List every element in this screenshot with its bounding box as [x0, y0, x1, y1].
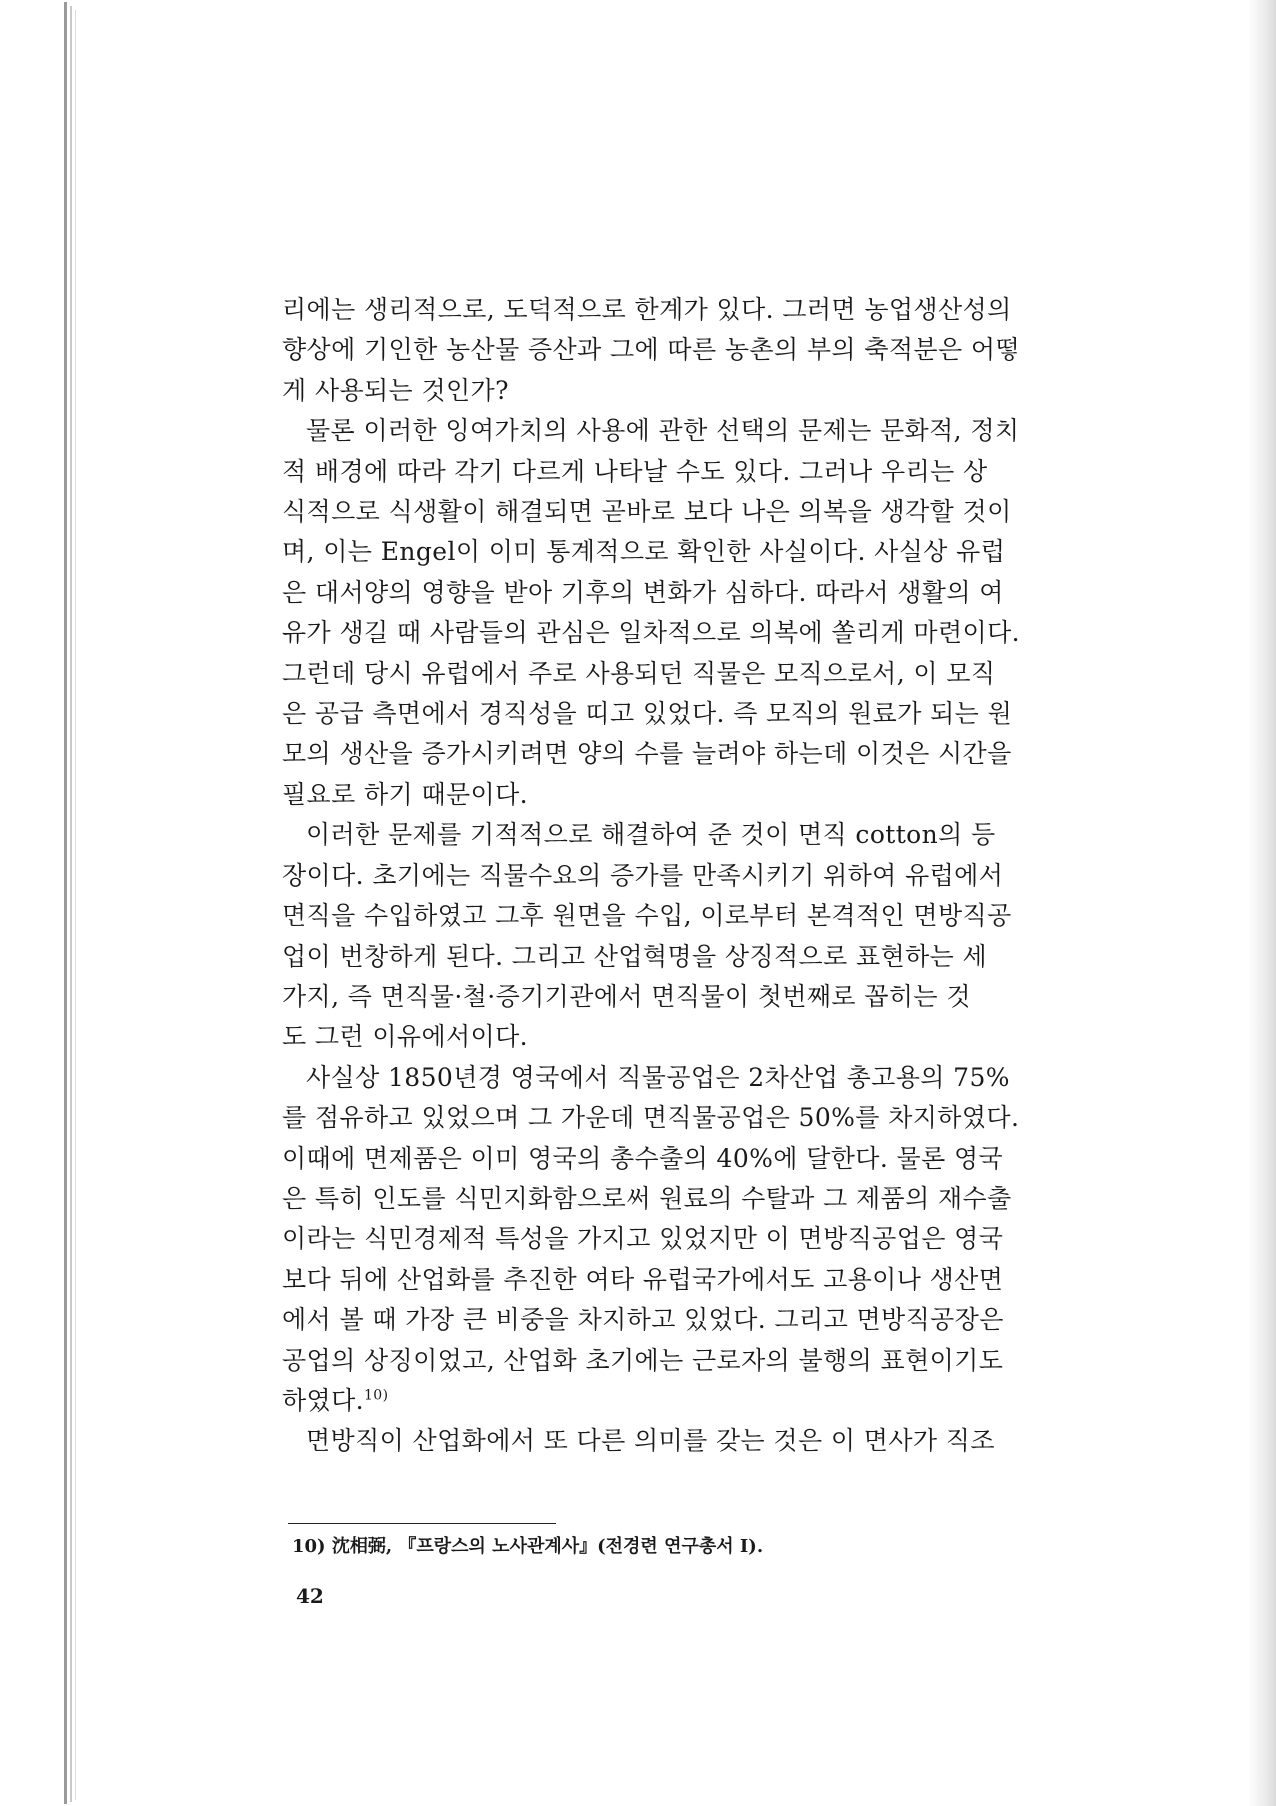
text-line: 향상에 기인한 농산물 증산과 그에 따른 농촌의 부의 축적분은 어떻	[282, 335, 1020, 365]
text-line: 적 배경에 따라 각기 다르게 나타날 수도 있다. 그러나 우리는 상	[282, 456, 988, 486]
text-line: 이러한 문제를 기적적으로 해결하여 준 것이 면직 cotton의 등	[306, 820, 996, 850]
text-line: 은 공급 측면에서 경직성을 띠고 있었다. 즉 모직의 원료가 되는 원	[282, 699, 1013, 729]
text-line-with-footnote-ref	[282, 1381, 1194, 1421]
page-edge-shadow	[64, 2, 67, 1804]
text-line: 그런데 당시 유럽에서 주로 사용되던 직물은 모직으로서, 이 모직	[282, 658, 996, 688]
text-line: 리에는 생리적으로, 도덕적으로 한계가 있다. 그러면 농업생산성의	[282, 295, 1012, 324]
body-text	[282, 290, 1194, 1462]
page-edge-shadow-right	[1248, 0, 1276, 1806]
text-line: 게 사용되는 것인가?	[282, 375, 509, 405]
paragraph-3	[282, 815, 1194, 1057]
text-line: 면방직이 산업화에서 또 다른 의미를 갖는 것은 이 면사가 직조	[306, 1426, 995, 1456]
page-edge-shadow	[75, 10, 76, 1800]
paragraph-4	[282, 1058, 1194, 1422]
footnote: 10) 沈相弼, 『프랑스의 노사관계사』(전경련 연구총서 I).	[292, 1536, 764, 1557]
text-line: 이때에 면제품은 이미 영국의 총수출의 40%에 달한다. 물론 영국	[282, 1143, 1004, 1173]
text-line: 가지, 즉 면직물·철·증기기관에서 면직물이 첫번째로 꼽히는 것	[282, 981, 971, 1011]
text-line: 장이다. 초기에는 직물수요의 증가를 만족시키기 위하여 유럽에서	[282, 860, 1004, 890]
footnote-reference: 10)	[364, 1387, 389, 1404]
text-line: 필요로 하기 때문이다.	[282, 779, 528, 809]
footnote-divider	[288, 1523, 556, 1524]
text-line: 면직을 수입하였고 그후 원면을 수입, 이로부터 본격적인 면방직공	[282, 901, 1012, 931]
text-line: 모의 생산을 증가시키려면 양의 수를 늘려야 하는데 이것은 시간을	[282, 739, 1012, 769]
text-line: 를 점유하고 있었으며 그 가운데 면직물공업은 50%를 차지하였다.	[282, 1103, 1020, 1133]
page-edge-shadow	[70, 6, 72, 1802]
text-line: 사실상 1850년경 영국에서 직물공업은 2차산업 총고용의 75%	[306, 1062, 1010, 1092]
text-line: 공업의 상징이었고, 산업화 초기에는 근로자의 불행의 표현이기도	[282, 1345, 1004, 1375]
text-line: 이라는 식민경제적 특성을 가지고 있었지만 이 면방직공업은 영국	[282, 1224, 1004, 1254]
text-line: 에서 볼 때 가장 큰 비중을 차지하고 있었다. 그리고 면방직공장은	[282, 1305, 1004, 1335]
text-line: 보다 뒤에 산업화를 추진한 여타 유럽국가에서도 고용이나 생산면	[282, 1264, 1004, 1294]
scanned-page	[78, 0, 1248, 1806]
text-line: 은 특히 인도를 식민지화함으로써 원료의 수탈과 그 제품의 재수출	[282, 1183, 1012, 1213]
paragraph-1	[282, 290, 1194, 411]
text-line-content: 하였다.	[282, 1385, 364, 1415]
paragraph-2	[282, 411, 1194, 815]
text-line: 며, 이는 Engel이 이미 통계적으로 확인한 사실이다. 사실상 유럽	[282, 537, 1006, 567]
text-line: 업이 번창하게 된다. 그리고 산업혁명을 상징적으로 표현하는 세	[282, 941, 988, 971]
paragraph-5	[282, 1421, 1194, 1461]
text-line: 물론 이러한 잉여가치의 사용에 관한 선택의 문제는 문화적, 정치	[306, 416, 1020, 446]
page-number: 42	[296, 1584, 324, 1608]
text-line: 은 대서양의 영향을 받아 기후의 변화가 심하다. 따라서 생활의 여	[282, 577, 1004, 607]
text-line: 식적으로 식생활이 해결되면 곧바로 보다 나은 의복을 생각할 것이	[282, 497, 1012, 527]
text-line: 도 그런 이유에서이다.	[282, 1022, 528, 1052]
text-line: 유가 생길 때 사람들의 관심은 일차적으로 의복에 쏠리게 마련이다.	[282, 618, 1020, 648]
